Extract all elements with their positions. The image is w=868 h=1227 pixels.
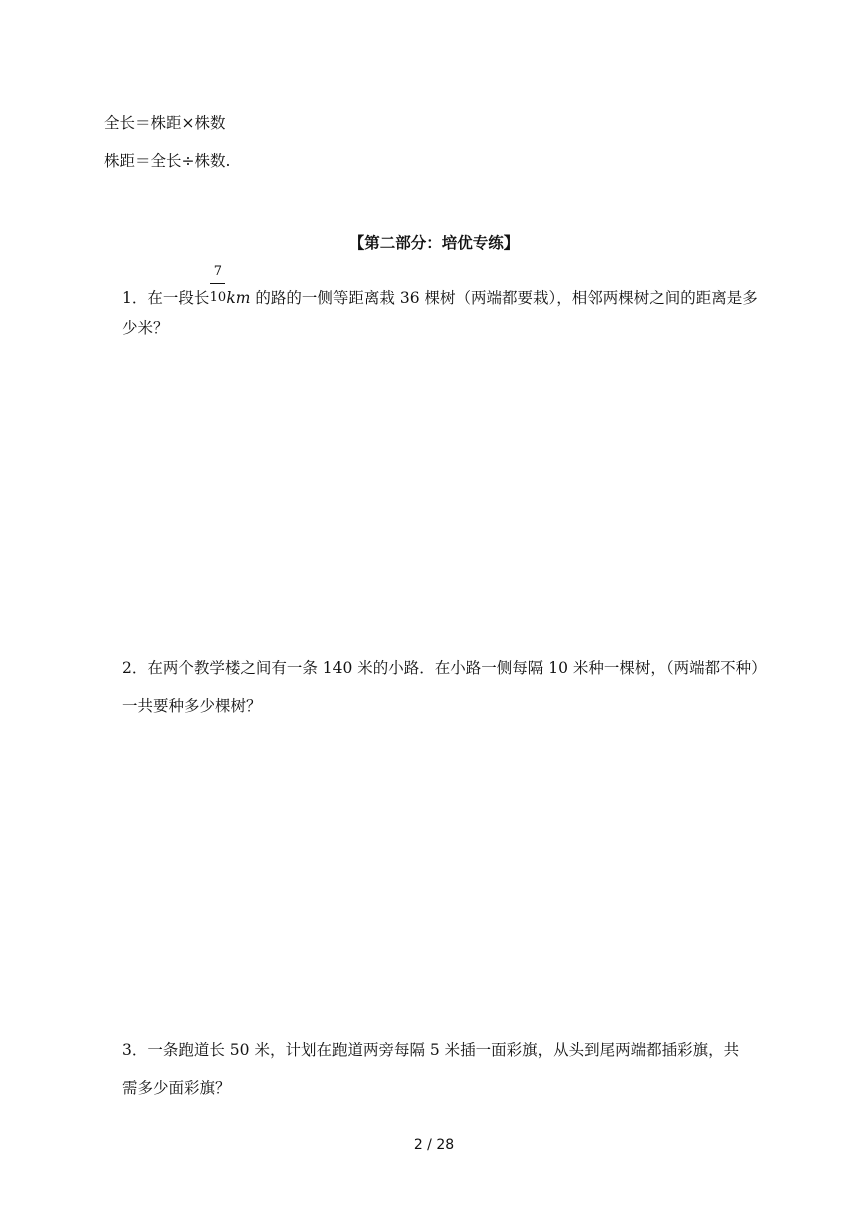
question-2-line-2: 一共要种多少棵树？ [122,697,262,715]
question-1-text-before-fraction: 在一段长 [147,289,210,307]
fraction-numerator: 7 [213,264,223,279]
question-1-line-1 [122,264,758,308]
question-3-line-2: 需多少面彩旗？ [122,1079,231,1097]
question-2-line-1: 2．在两个教学楼之间有一条 140 米的小路．在小路一侧每隔 10 米种一棵树，（两端都不种） [122,659,767,677]
fraction-bar [210,283,225,284]
question-3-line-1: 3．一条跑道长 50 米，计划在跑道两旁每隔 5 米插一面彩旗，从头到尾两端都插彩旗，共 [122,1041,740,1059]
unit-km: km [226,289,251,307]
question-1-line-2: 少米？ [122,319,169,337]
formula-spacing: 株距＝全长÷株数. [104,152,231,170]
fraction-denominator: 10 [209,290,227,305]
page-number: 2 / 28 [413,1137,455,1153]
question-1-number: 1． [122,289,148,307]
fraction-seven-tenths [209,264,227,308]
question-1-text-after-fraction: 的路的一侧等距离栽 36 棵树（两端都要栽），相邻两棵树之间的距离是多 [250,289,758,307]
formula-total-length: 全长＝株距×株数 [104,114,226,132]
section-title: 【第二部分：培优专练】 [348,233,520,252]
